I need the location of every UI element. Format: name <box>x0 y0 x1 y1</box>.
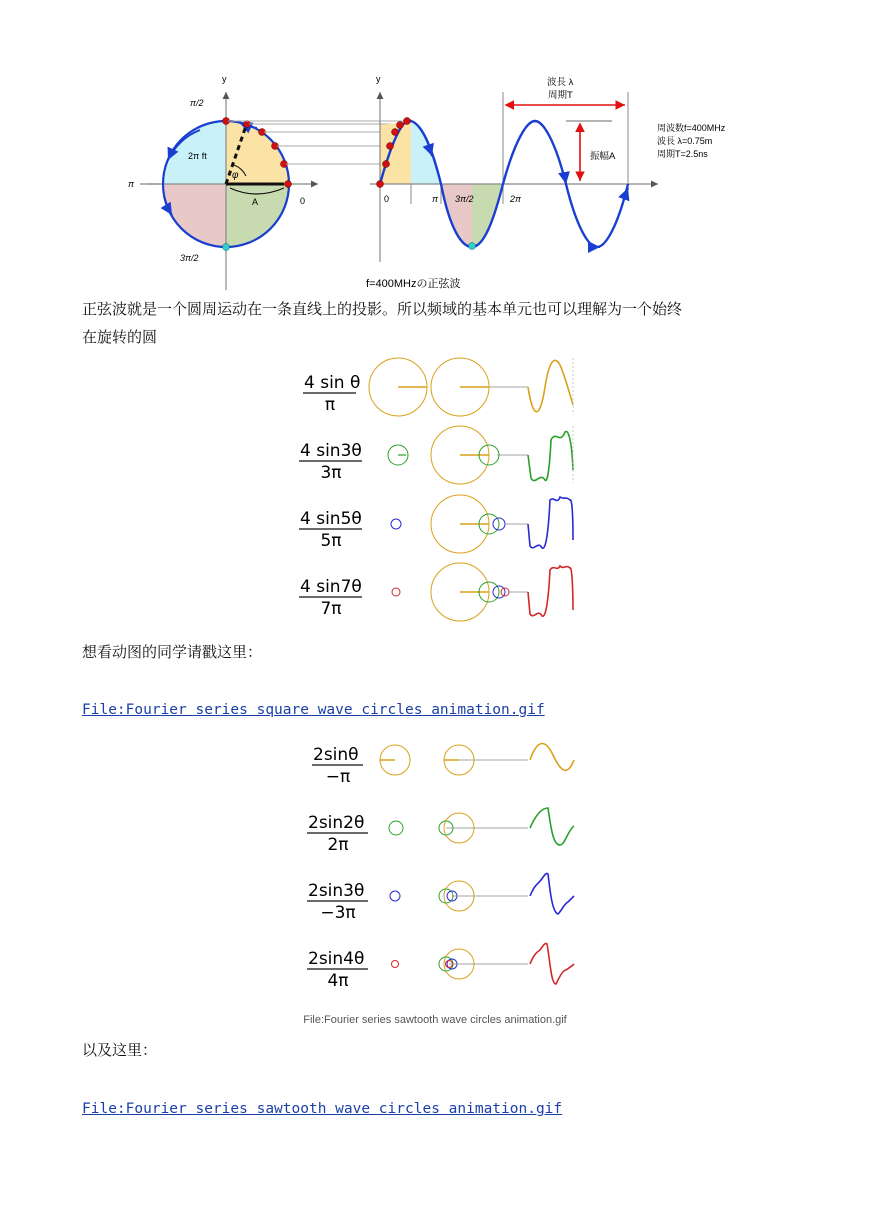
sawtooth-row-1-denominator: −π <box>325 767 351 787</box>
intro-paragraph-line-2: 在旋转的圆 <box>82 328 158 346</box>
sawtooth-figure-caption: File:Fourier series sawtooth wave circles animation.gif <box>303 1014 567 1026</box>
square-row-4-numerator: 4 sin7θ <box>300 577 362 597</box>
square-row-2-denominator: 3π <box>320 463 342 483</box>
square-wave-gif-link[interactable]: File:Fourier series square wave circles animation.gif <box>82 702 545 718</box>
sawtooth-circles-figure <box>300 735 585 995</box>
axis-label-2pi: 2π <box>510 194 522 204</box>
square-wave-circles-figure <box>295 352 585 627</box>
sawtooth-row-4-numerator: 2sin4θ <box>308 949 365 969</box>
amplitude-label: 振幅A <box>590 151 616 162</box>
square-row-1-denominator: π <box>324 395 336 415</box>
wavelength-label: 波長 λ <box>547 77 574 88</box>
sawtooth-row-3-denominator: −3π <box>320 903 356 923</box>
axis-label-pi: π <box>432 194 439 204</box>
sawtooth-row-1-numerator: 2sinθ <box>313 745 359 765</box>
intro-paragraph-line-1: 正弦波就是一个圆周运动在一条直线上的投影。所以频域的基本单元也可以理解为一个始终 <box>82 300 683 318</box>
label-zero: 0 <box>300 196 306 206</box>
wave-label-zero: 0 <box>384 194 390 204</box>
square-row-3-numerator: 4 sin5θ <box>300 509 362 529</box>
square-row-1 <box>303 358 573 416</box>
sawtooth-row-2-numerator: 2sin2θ <box>308 813 365 833</box>
label-phi: φ <box>232 170 239 181</box>
info-wavelength: 波長 λ=0.75m <box>657 136 713 146</box>
sine-wave-figure <box>120 70 760 295</box>
square-row-3 <box>299 495 573 553</box>
square-row-4 <box>299 563 573 621</box>
info-period: 周期T=2.5ns <box>657 149 708 159</box>
label-pi: π <box>128 179 135 189</box>
y-axis-label-1: y <box>222 74 227 84</box>
label-amp: A <box>252 197 259 207</box>
axis-label-3pi2: 3π/2 <box>455 194 474 204</box>
sawtooth-row-2 <box>307 808 574 855</box>
sawtooth-row-1 <box>312 744 574 787</box>
sawtooth-row-4-denominator: 4π <box>327 971 349 991</box>
animation-prompt: 想看动图的同学请戳这里： <box>82 643 263 661</box>
square-row-4-denominator: 7π <box>320 599 342 619</box>
square-row-1-numerator: 4 sin θ <box>304 373 361 393</box>
sawtooth-row-4 <box>307 943 574 991</box>
square-row-3-denominator: 5π <box>320 531 342 551</box>
y-axis-label-2: y <box>376 74 381 84</box>
sawtooth-row-3 <box>307 873 574 923</box>
sine-figure-caption: f=400MHzの正弦波 <box>366 278 461 290</box>
sawtooth-row-2-denominator: 2π <box>327 835 349 855</box>
label-pi-half: π/2 <box>190 98 204 108</box>
square-row-2 <box>299 426 573 484</box>
square-row-2-numerator: 4 sin3θ <box>300 441 362 461</box>
label-three-pi-half: 3π/2 <box>180 253 199 263</box>
also-here-text: 以及这里： <box>82 1041 158 1059</box>
sawtooth-row-3-numerator: 2sin3θ <box>308 881 365 901</box>
info-frequency: 周波数f=400MHz <box>657 123 726 133</box>
sawtooth-gif-link[interactable]: File:Fourier series sawtooth wave circles animation.gif <box>82 1101 563 1117</box>
label-2pi-ft: 2π ft <box>188 151 207 161</box>
period-label: 周期T <box>548 90 573 101</box>
